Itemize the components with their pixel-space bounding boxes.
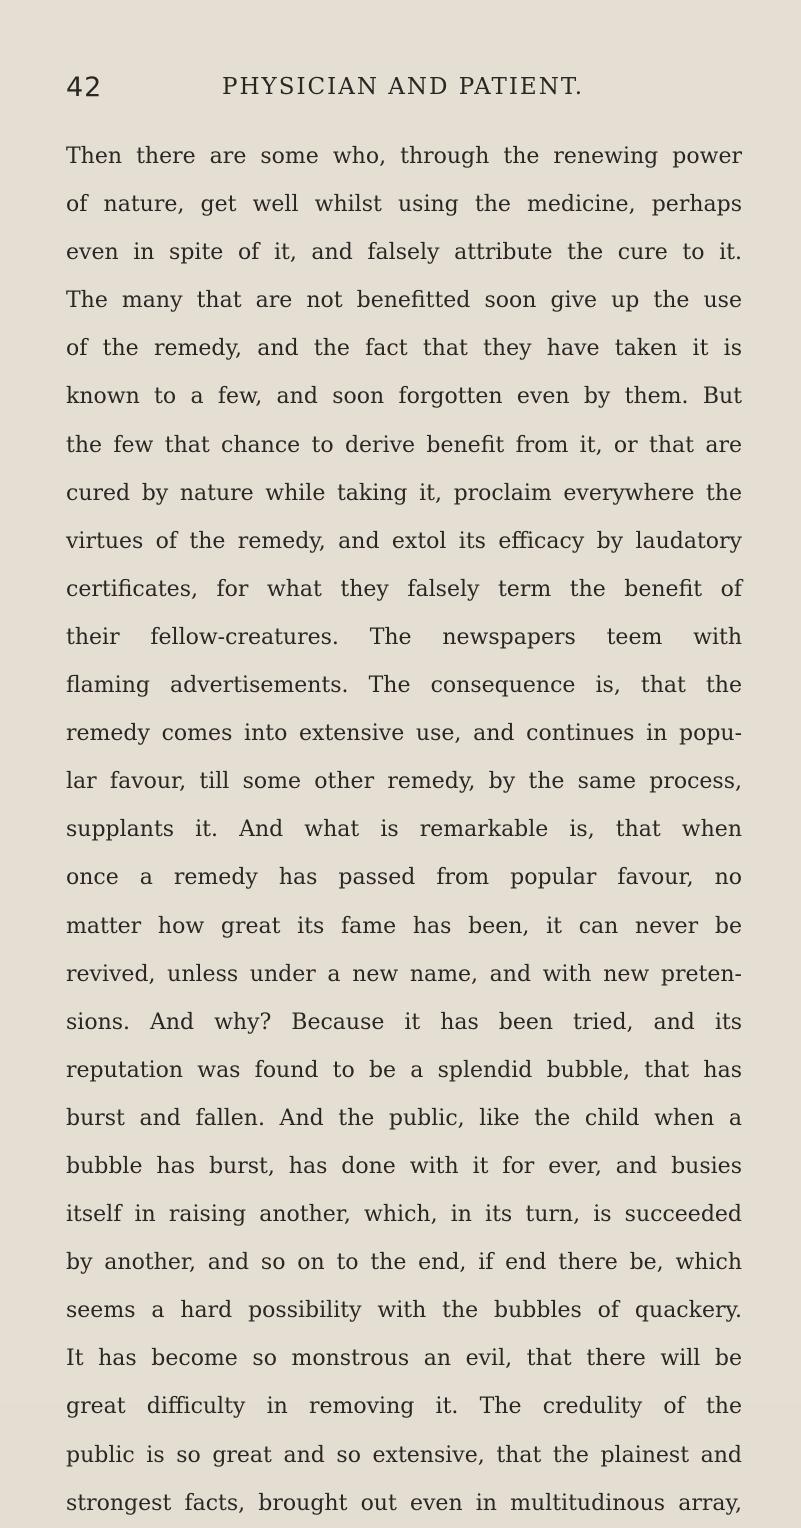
text-line: matter how great its fame has been, it can never be: [66, 913, 742, 939]
text-line: strongest facts, brought out even in multitudinous array,: [66, 1490, 742, 1516]
running-title: PHYSICIAN AND PATIENT.: [222, 74, 585, 100]
text-line: of the remedy, and the fact that they have taken it is: [66, 336, 742, 362]
text-line: by another, and so on to the end, if end there be, which: [66, 1250, 742, 1276]
text-line: itself in raising another, which, in its turn, is succeeded: [66, 1202, 742, 1228]
text-line: of nature, get well whilst using the medicine, perhaps: [66, 192, 742, 218]
text-line: cured by nature while taking it, proclaim everywhere the: [66, 480, 742, 506]
text-line: It has become so monstrous an evil, that there will be: [66, 1346, 742, 1372]
text-line: lar favour, till some other remedy, by the same process,: [66, 769, 742, 795]
body-text: [66, 133, 742, 1528]
text-line: Then there are some who, through the renewing power: [66, 144, 742, 169]
text-line: virtues of the remedy, and extol its efficacy by laudatory: [66, 528, 742, 554]
text-line: even in spite of it, and falsely attribute the cure to it.: [66, 240, 742, 266]
text-line: great difficulty in removing it. The credulity of the: [66, 1394, 742, 1420]
text-line: flaming advertisements. The consequence is, that the: [66, 673, 742, 699]
text-line: the few that chance to derive benefit from it, or that are: [66, 432, 742, 458]
text-line: revived, unless under a new name, and with new preten-: [66, 961, 742, 987]
page-header: [66, 72, 766, 112]
text-line: seems a hard possibility with the bubbles of quackery.: [66, 1298, 742, 1324]
text-line: public is so great and so extensive, that the plainest and: [66, 1442, 742, 1468]
text-line: known to a few, and soon forgotten even by them. But: [66, 384, 742, 410]
text-line: bubble has burst, has done with it for ever, and busies: [66, 1153, 742, 1179]
page-number: 42: [66, 72, 103, 103]
text-line: certificates, for what they falsely term the benefit of: [66, 576, 742, 602]
text-line: once a remedy has passed from popular favour, no: [66, 865, 742, 891]
text-line: their fellow-creatures. The newspapers teem with: [66, 624, 742, 650]
text-line: supplants it. And what is remarkable is, that when: [66, 817, 742, 843]
text-line: sions. And why? Because it has been tried, and its: [66, 1009, 742, 1035]
text-line: burst and fallen. And the public, like the child when a: [66, 1105, 742, 1131]
text-line: reputation was found to be a splendid bubble, that has: [66, 1057, 742, 1083]
text-line: The many that are not benefitted soon give up the use: [66, 288, 742, 314]
text-line: remedy comes into extensive use, and continues in popu-: [66, 721, 742, 747]
